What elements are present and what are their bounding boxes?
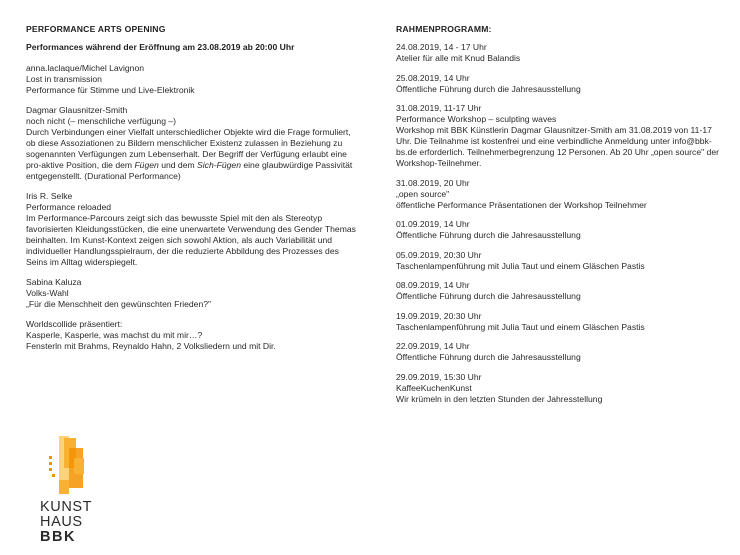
logo-text-haus: HAUS [40,514,83,530]
event-item [396,311,726,333]
performance-description: Fensterln mit Brahms, Reynaldo Hahn, 2 Volksliedern und mit Dir. [26,341,276,351]
event-item [396,219,726,241]
event-date: 31.08.2019, 20 Uhr [396,177,470,188]
event-details: öffentliche Performance Präsentationen der Workshop Teilnehmer [396,199,647,210]
event-description: Taschenlampenführung mit Julia Taut und einem Gläschen Pastis [396,321,645,332]
event-description: „open source" [396,188,450,199]
event-description: Öffentliche Führung durch die Jahresausstellung [396,352,581,362]
performance-artist: Dagmar Glausnitzer-Smith [26,105,128,115]
event-item [396,73,726,95]
event-item [396,341,726,363]
event-date: 29.09.2019, 15:30 Uhr [396,371,482,382]
event-description: Taschenlampenführung mit Julia Taut und einem Gläschen Pastis [396,260,645,271]
performance-entry-3 [26,191,358,268]
event-date: 31.08.2019, 11-17 Uhr [396,103,482,113]
event-description: Öffentliche Führung durch die Jahresausstellung [396,83,581,94]
emphasis-fuegen: Fügen [134,160,159,170]
event-details: Wir krümeln in den letzten Stunden der Jahresstellung [396,393,603,404]
logo-mark-icon [38,436,98,502]
performance-arts-heading: PERFORMANCE ARTS OPENING [26,24,166,34]
performance-description: Performance für Stimme und Live-Elektronik [26,85,195,95]
rahmenprogramm-heading: RAHMENPROGRAMM: [396,24,492,34]
performance-artist: Iris R. Selke [26,191,73,201]
event-date: 22.09.2019, 14 Uhr [396,341,470,351]
event-date: 25.08.2019, 14 Uhr [396,72,470,83]
event-item [396,372,726,405]
event-date: 24.08.2019, 14 - 17 Uhr [396,42,487,52]
event-item [396,280,726,302]
performance-title: noch nicht (– menschliche verfügung –) [26,116,176,126]
performance-description [26,127,358,182]
kunsthaus-bbk-logo [38,436,118,548]
performance-quote: „Für die Menschheit den gewünschten Frieden?" [26,299,212,309]
performance-entry-1 [26,63,358,96]
event-item [396,178,726,211]
emphasis-sich-fuegen: Sich-Fügen [197,160,241,170]
event-description: Öffentliche Führung durch die Jahresausstellung [396,230,581,240]
performances-subheading: Performances während der Eröffnung am 23.08.2019 ab 20:00 Uhr [26,42,295,52]
performance-description: Im Performance-Parcours zeigt sich das bewusste Spiel mit den als Stereotyp favorisierten Kleidungsstücken, die eine unerwartete Verwendung des Gender Themas beinhalten. Im Kunst-Kontext zeigen sich sowohl Aktion, als auch Variabilität und individueller Handlungsspielraum, der die reduzierte Abbildung des Prozesses des Seins im Alltag widerspiegelt. [26,213,356,267]
event-item [396,103,726,169]
performance-title: Volks-Wahl [26,288,69,298]
event-description: Atelier für alle mit Knud Balandis [396,53,521,63]
logo-text-kunst: KUNST [40,499,93,515]
event-item [396,250,726,272]
description-text-c: eine glaubwürdige Passivität entgegenstellt. (Durational Performance) [26,160,353,181]
performance-title: Lost in transmission [26,74,102,84]
performance-presenter: Worldscollide präsentiert: [26,319,123,329]
performance-entry-2 [26,105,358,182]
event-date: 05.09.2019, 20:30 Uhr [396,249,482,260]
description-text-a: Durch Verbindungen einer Vielfalt unterschiedlicher Objekte wird die Frage formuliert, ob diese Assoziationen zu Bildern menschlicher Existenz zulassen in Beziehung zu sogenannten Verfügungen zum Lebenserhalt. Der Begriff der Verfügung erlaubt eine pro-aktive Position, die dem [26,127,351,170]
event-item [396,42,726,64]
performance-artist: anna.laclaque/Michel Lavignon [26,63,145,73]
performance-artist: Sabina Kaluza [26,277,82,287]
performance-title: Kasperle, Kasperle, was machst du mit mir…? [26,330,203,340]
performance-arts-column [26,24,358,361]
event-date: 08.09.2019, 14 Uhr [396,280,470,290]
event-description: Öffentliche Führung durch die Jahresausstellung [396,291,581,301]
event-date: 01.09.2019, 14 Uhr [396,219,470,229]
rahmenprogramm-column [396,24,726,413]
event-description: Performance Workshop – sculpting waves [396,114,557,124]
performance-title: Performance reloaded [26,202,112,212]
event-description: KaffeeKuchenKunst [396,382,472,393]
logo-text-bbk: BBK [40,529,76,545]
description-text-b: und dem [158,160,198,170]
event-date: 19.09.2019, 20:30 Uhr [396,310,482,321]
event-details: Workshop mit BBK Künstlerin Dagmar Glausnitzer-Smith am 31.08.2019 von 11-17 Uhr. Die Teilnahme ist kostenfrei und eine verbindliche Anmeldung unter info@bbk-bs.de erforderlich. Teilnehmerbegrenzung 12 Personen. Ab 20 Uhr „open source" der Workshop-Teilnehmer. [396,125,719,168]
performance-entry-5 [26,319,358,352]
performance-entry-4 [26,277,358,310]
